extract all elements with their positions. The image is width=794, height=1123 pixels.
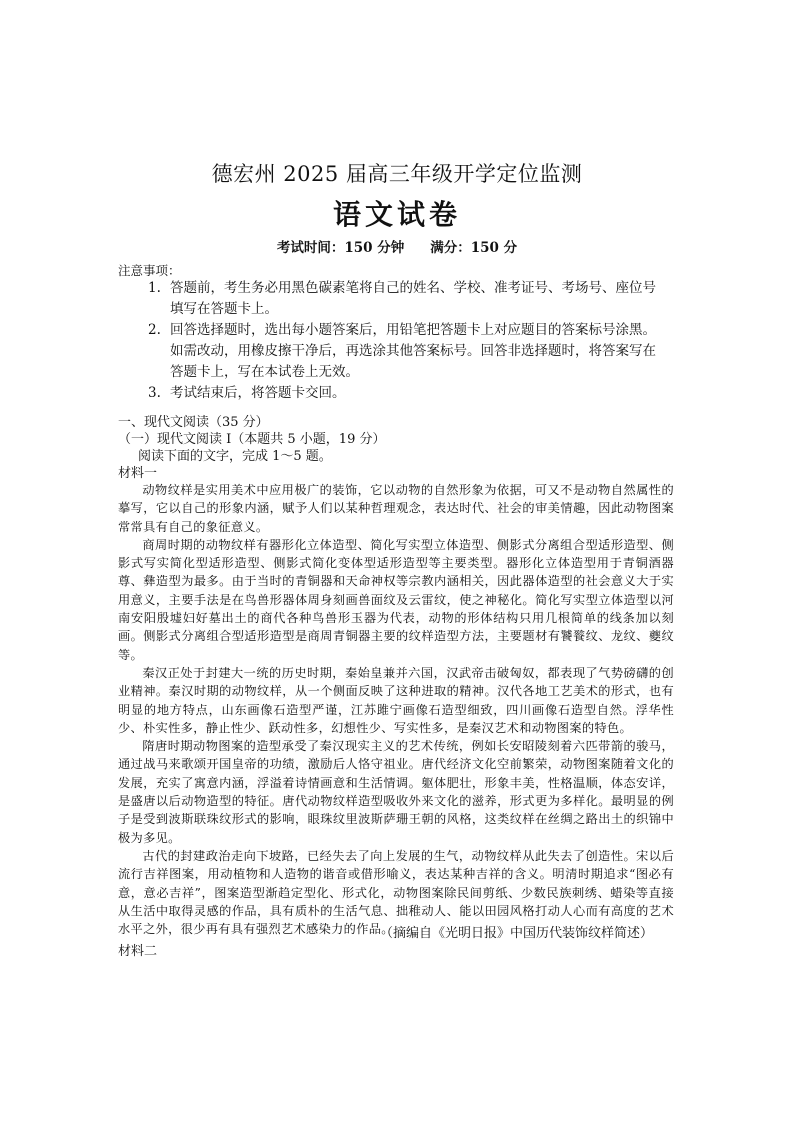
exam-title: 德宏州 2025 届高三年级开学定位监测 [211, 162, 583, 186]
subsection-heading: （一）现代文阅读 I（本题共 5 小题，19 分） [118, 432, 386, 447]
note-line: 答题前，考生务必用黑色碳素笔将自己的姓名、学校、准考证号、考场号、座位号 [170, 280, 656, 296]
instruction: 阅读下面的文字，完成 1～5 题。 [138, 449, 332, 464]
section-heading: 一、现代文阅读（35 分） [118, 415, 269, 430]
note-number: 2. [148, 322, 161, 338]
notes-heading: 注意事项： [118, 263, 181, 278]
note-line: 如需改动，用橡皮擦干净后，再选涂其他答案标号。回答非选择题时，将答案写在 [170, 343, 656, 359]
note-number: 1. [148, 280, 161, 296]
source-citation: （摘编自《光明日报》中国历代装饰纹样简述） [380, 926, 654, 941]
paragraph: 商周时期的动物纹样有器形化立体造型、简化写实型立体造型、侧影式分离组合型适形造型、侧影式写实简化型适形造型、侧影式简化变体型适形造型等主要类型。器形化立体造型用于青铜酒器尊、彝造型为最多。由于当时的青铜器和天命神权等宗教内涵相关，因此器体造型的社会意义大于实用意义，主要手法是在鸟兽形器体周身刻画兽面纹及云雷纹，使之神秘化。简化写实型立体造型以河南安阳殷墟妇好墓出土的商代各种鸟兽形玉器为代表，动物的形体结构只用几根简单的线条加以刻画。侧影式分离组合型适形造型是商周青铜器主要的纹样造型方法，主要题材有饕餮纹、龙纹、夔纹等。 [118, 537, 674, 662]
paragraph: 秦汉正处于封建大一统的历史时期，秦始皇兼并六国，汉武帝击破匈奴，都表现了气势磅礴的创业精神。秦汉时期的动物纹样，从一个侧面反映了这种进取的精神。汉代各地工艺美术的形式，也有明显的地方特点，山东画像石造型严谨，江苏雎宁画像石造型细致，四川画像石造型自然。浮华性少、朴实性多，静止性少、跃动性多，幻想性少、写实性多，是秦汉艺术和动物图案的特色。 [118, 665, 674, 735]
subject-title: 语文试卷 [332, 198, 461, 231]
note-line: 回答选择题时，选出每小题答案后，用铅笔把答题卡上对应题目的答案标号涂黑。 [170, 322, 656, 338]
note-number: 3. [148, 385, 161, 401]
reading-passage [118, 481, 674, 938]
note-line: 填写在答题卡上。 [170, 301, 278, 317]
material-two-label: 材料二 [118, 944, 158, 959]
paragraph: 动物纹样是实用美术中应用极广的装饰，它以动物的自然形象为依据，可又不是动物自然属性的摹写，它以自己的形象内涵，赋予人们以某种哲理观念，表达时代、社会的审美情趣，因此动物图案常常具有自己的象征意义。 [118, 483, 674, 534]
note-line: 答题卡上，写在本试卷上无效。 [170, 364, 359, 380]
note-line: 考试结束后，将答题卡交回。 [170, 385, 346, 401]
note-item [148, 383, 678, 404]
exam-meta [0, 236, 794, 256]
full-score: 满分：150 分 [430, 240, 518, 256]
material-one-label: 材料一 [118, 466, 158, 481]
paragraph: 古代的封建政治走向下坡路，已经失去了向上发展的生气，动物纹样从此失去了创造性。宋以后流行吉祥图案，用动植物和人造物的谐音或借形喻义，表达某种吉祥的含义。明清时期追求“图必有意，意必吉祥”，图案造型渐趋定型化、形式化，动物图案除民间剪纸、少数民族刺绣、蜡染等直接从生活中取得灵感的作品，具有质朴的生活气息、拙稚动人、能以田园风格打动人心而有高度的艺术水平之外，很少再有具有强烈艺术感染力的作品。 [118, 848, 674, 937]
paragraph: 隋唐时期动物图案的造型承受了秦汉现实主义的艺术传统，例如长安昭陵刻着六匹带箭的骏马，通过战马来歌颂开国皇帝的功绩，激励后人恪守祖业。唐代经济文化空前繁荣，动物图案随着文化的发展，充实了寓意内涵，浮溢着诗情画意和生活情调。躯体肥壮，形象丰美，性格温顺，体态安详，是盛唐以后动物造型的特征。唐代动物纹样造型吸收外来文化的滋养，形式更为多样化。最明显的例子是受到波斯联珠纹形式的影响，眼珠纹里波斯萨珊王朝的风格，这类纹样在丝绸之路出土的织锦中极为多见。 [118, 739, 674, 845]
note-item [148, 278, 678, 320]
note-item [148, 320, 678, 383]
exam-time: 考试时间：150 分钟 [276, 240, 405, 256]
